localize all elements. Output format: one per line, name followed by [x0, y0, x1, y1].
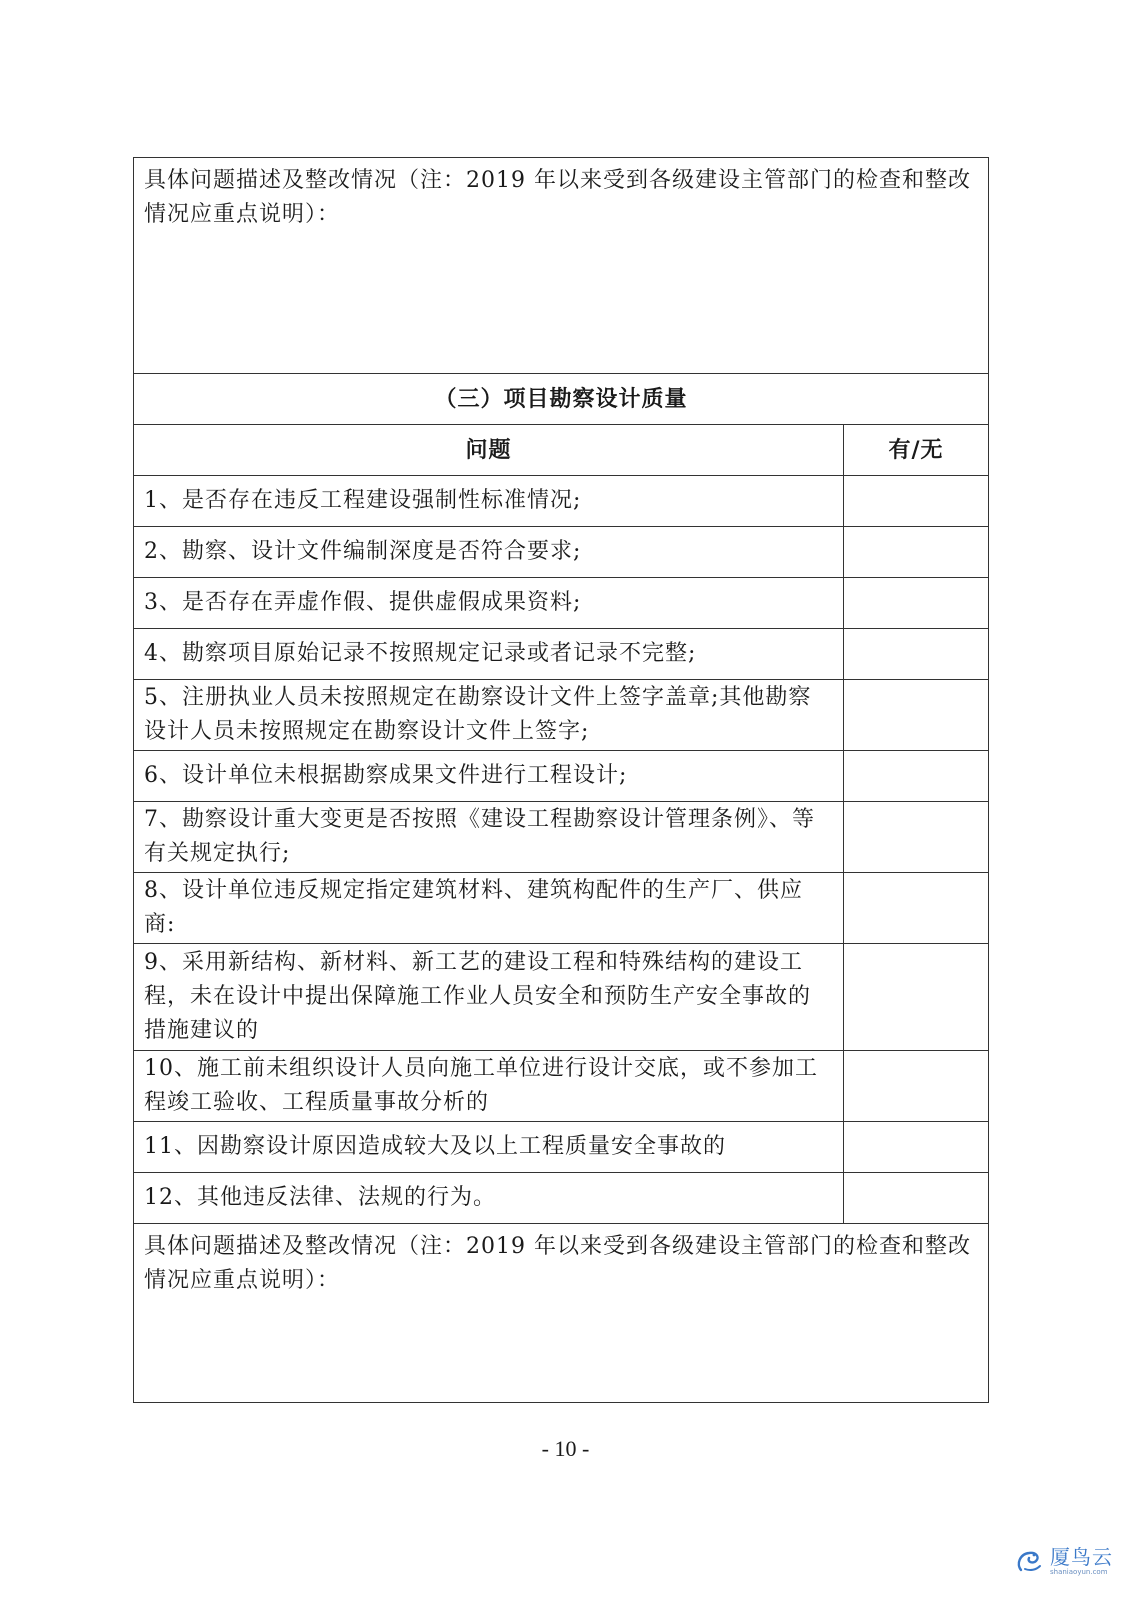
table-header-row — [134, 425, 989, 476]
item-answer-cell[interactable] — [844, 578, 989, 629]
item-question: 7、勘察设计重大变更是否按照《建设工程勘察设计管理条例》、等有关规定执行; — [134, 802, 844, 873]
item-question: 12、其他违反法律、法规的行为。 — [134, 1173, 844, 1224]
table-row — [134, 802, 989, 873]
section-title-row — [134, 374, 989, 425]
table-row — [134, 1173, 989, 1224]
answer-column-header: 有/无 — [844, 425, 989, 476]
table-row — [134, 578, 989, 629]
item-question: 2、勘察、设计文件编制深度是否符合要求; — [134, 527, 844, 578]
item-question: 4、勘察项目原始记录不按照规定记录或者记录不完整; — [134, 629, 844, 680]
item-question: 6、设计单位未根据勘察成果文件进行工程设计; — [134, 751, 844, 802]
table-row — [134, 1051, 989, 1122]
item-answer-cell[interactable] — [844, 1051, 989, 1122]
section-title: （三）项目勘察设计质量 — [134, 374, 989, 425]
item-question: 8、设计单位违反规定指定建筑材料、建筑构配件的生产厂、供应商: — [134, 873, 844, 944]
item-question: 3、是否存在弄虚作假、提供虚假成果资料; — [134, 578, 844, 629]
page-number: - 10 - — [541, 1436, 590, 1461]
question-column-header: 问题 — [134, 425, 844, 476]
item-answer-cell[interactable] — [844, 802, 989, 873]
item-question: 1、是否存在违反工程建设强制性标准情况; — [134, 476, 844, 527]
item-answer-cell[interactable] — [844, 873, 989, 944]
item-question: 10、施工前未组织设计人员向施工单位进行设计交底，或不参加工程竣工验收、工程质量事故分析的 — [134, 1051, 844, 1122]
item-answer-cell[interactable] — [844, 944, 989, 1051]
item-answer-cell[interactable] — [844, 476, 989, 527]
bird-logo-icon — [1012, 1544, 1046, 1578]
bottom-description-row — [134, 1224, 989, 1403]
top-description-cell[interactable]: 具体问题描述及整改情况（注：2019 年以来受到各级建设主管部门的检查和整改情况应重点说明）： — [134, 158, 989, 374]
item-question: 11、因勘察设计原因造成较大及以上工程质量安全事故的 — [134, 1122, 844, 1173]
item-answer-cell[interactable] — [844, 1173, 989, 1224]
item-answer-cell[interactable] — [844, 680, 989, 751]
table-row — [134, 944, 989, 1051]
watermark-text — [1050, 1544, 1113, 1576]
table-row — [134, 873, 989, 944]
item-answer-cell[interactable] — [844, 751, 989, 802]
item-question: 5、注册执业人员未按照规定在勘察设计文件上签字盖章;其他勘察设计人员未按照规定在勘察设计文件上签字; — [134, 680, 844, 751]
watermark-brand: 厦鸟云 — [1050, 1544, 1113, 1569]
table-row — [134, 629, 989, 680]
inspection-table — [133, 157, 989, 1403]
item-answer-cell[interactable] — [844, 527, 989, 578]
bottom-description-cell[interactable]: 具体问题描述及整改情况（注：2019 年以来受到各级建设主管部门的检查和整改情况应重点说明）： — [134, 1224, 989, 1403]
watermark — [1012, 1544, 1113, 1578]
top-description-row — [134, 158, 989, 374]
watermark-url: shaniaoyun.com — [1050, 1567, 1108, 1576]
item-question: 9、采用新结构、新材料、新工艺的建设工程和特殊结构的建设工程，未在设计中提出保障施工作业人员安全和预防生产安全事故的措施建议的 — [134, 944, 844, 1051]
table-row — [134, 1122, 989, 1173]
table-row — [134, 751, 989, 802]
table-row — [134, 527, 989, 578]
item-answer-cell[interactable] — [844, 629, 989, 680]
item-answer-cell[interactable] — [844, 1122, 989, 1173]
table-row — [134, 680, 989, 751]
table-row — [134, 476, 989, 527]
